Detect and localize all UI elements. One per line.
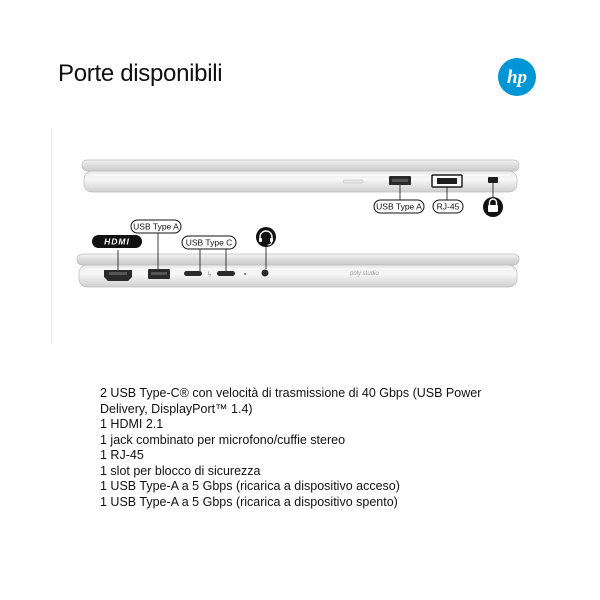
- rj45-port-inner: [437, 178, 457, 184]
- ports-list-item: 1 USB Type-A a 5 Gbps (ricarica a dispositivo spento): [100, 494, 398, 509]
- ports-list-item: 1 RJ-45: [100, 448, 144, 462]
- lock-slot: [488, 177, 498, 183]
- laptop-left-lid: [77, 254, 519, 265]
- hdmi-label: [92, 235, 142, 248]
- usb-c-label-text: USB Type C: [185, 237, 233, 248]
- rj45-label-text: RJ-45: [436, 201, 460, 212]
- headset-icon-right-cup: [270, 238, 273, 242]
- status-light: [343, 180, 363, 183]
- status-led: [244, 273, 246, 275]
- headset-icon: [256, 227, 276, 247]
- page-title: Porte disponibili: [58, 60, 223, 87]
- laptop-left-side: [77, 220, 519, 287]
- lock-icon-body: [488, 205, 498, 212]
- headset-icon-left-cup: [259, 238, 262, 242]
- ports-list-item: 1 USB Type-A a 5 Gbps (ricarica a dispositivo acceso): [100, 479, 400, 493]
- headset-icon-circle: [256, 227, 276, 247]
- hdmi-label-text: HDMI: [104, 236, 130, 247]
- audio-jack: [262, 270, 269, 277]
- usb-a-label-right-text: USB Type A: [376, 201, 422, 212]
- usb-a-port-left-tongue: [151, 272, 167, 275]
- usb-a-label-left: [131, 220, 181, 233]
- ports-list-item: 1 HDMI 2.1: [100, 417, 164, 431]
- ports-list-item: 1 jack combinato per microfono/cuffie stereo: [100, 432, 346, 447]
- ports-list-item: 1 slot per blocco di sicurezza: [100, 463, 261, 478]
- rj45-label: [433, 200, 463, 213]
- hdmi-port: [104, 270, 132, 281]
- usb-c-port-2: [217, 271, 235, 276]
- ports-list-item: 2 USB Type-C® con velocità di trasmissione di 40 Gbps (USB Power: [100, 386, 482, 400]
- polystudio-text: poly studio: [350, 271, 379, 277]
- laptop-right-lid: [82, 160, 519, 171]
- thunderbolt-icon: ϟ: [207, 271, 212, 279]
- lock-icon: [483, 197, 503, 217]
- laptop-right-side: [82, 160, 519, 217]
- ports-list-item: Delivery, DisplayPort™ 1.4): [100, 401, 253, 416]
- hdmi-port-inner: [109, 272, 127, 275]
- usb-c-port-1: [184, 271, 202, 276]
- usb-a-label-left-text: USB Type A: [133, 221, 179, 232]
- usb-c-label: [182, 236, 236, 249]
- usb-a-label-right: [374, 200, 424, 213]
- laptop-left-base: [79, 265, 517, 287]
- usb-a-port-right-tongue: [392, 179, 408, 182]
- hp-logo-text: hp: [506, 67, 528, 88]
- ports-list: [100, 386, 540, 510]
